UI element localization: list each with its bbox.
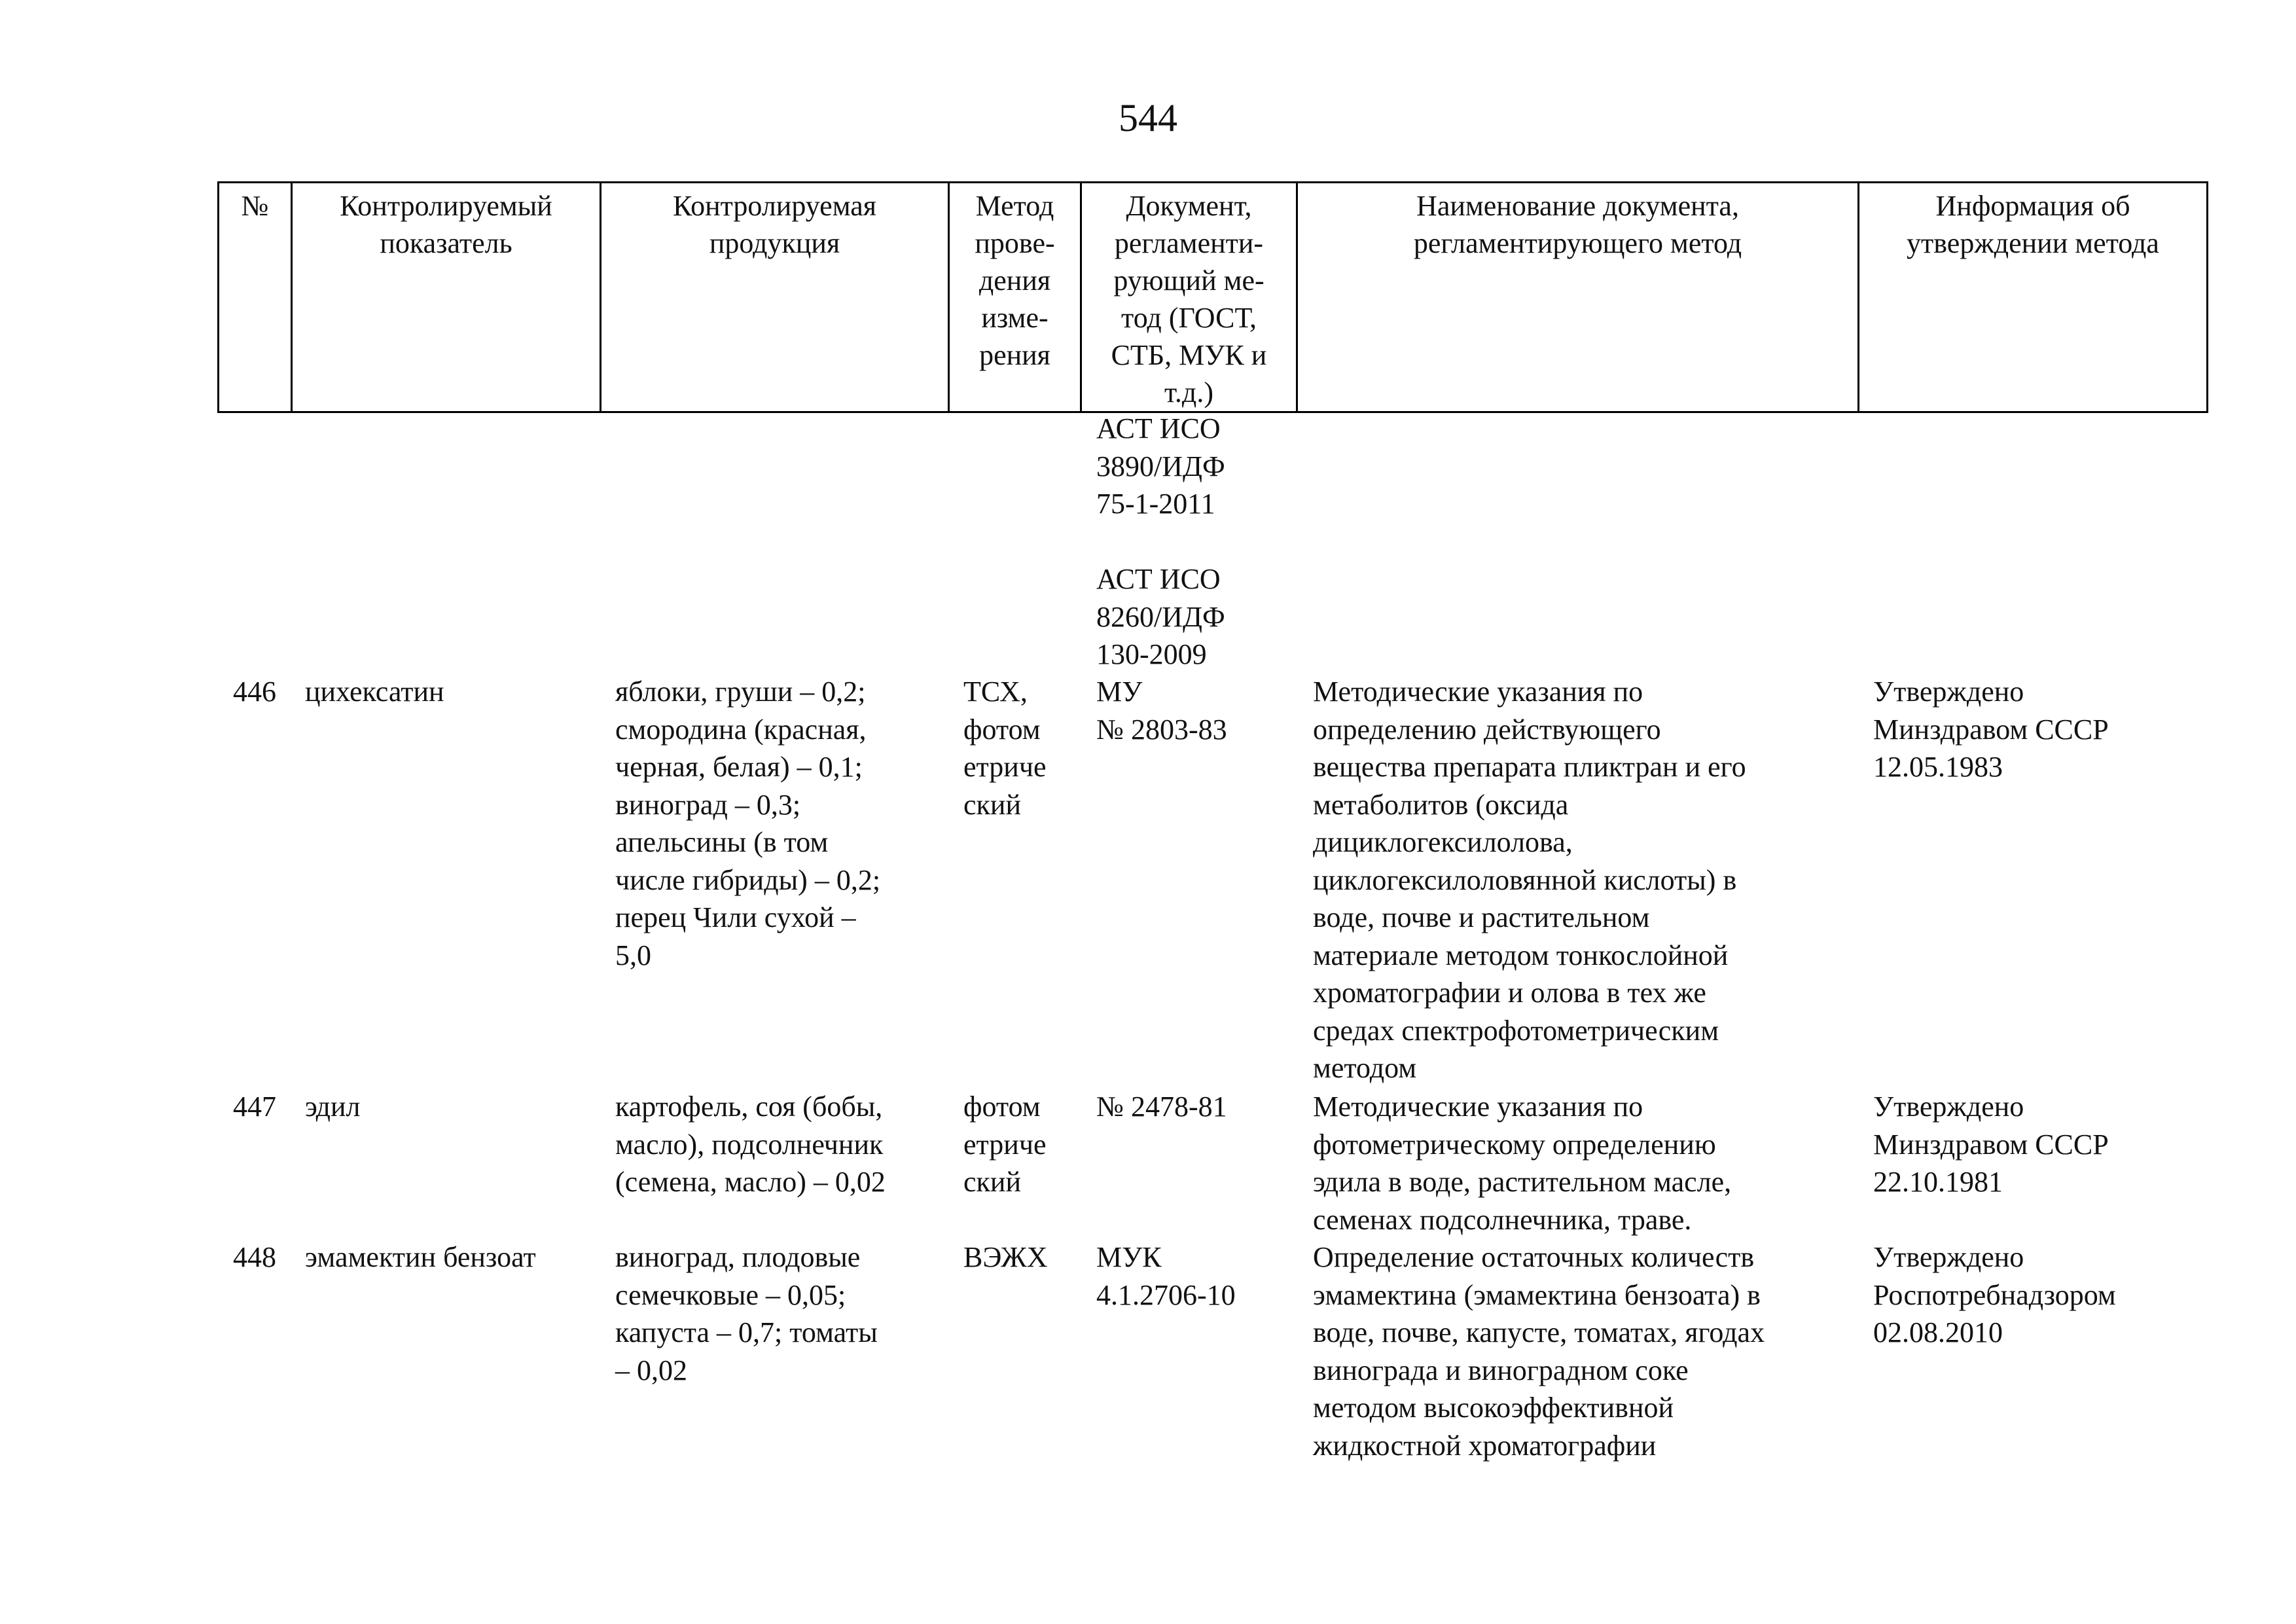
text-line: определению действующего [1313, 713, 1661, 746]
row-447-indicator [305, 1088, 361, 1126]
text-line: регламенти- [1114, 227, 1264, 259]
row-447-approval [1873, 1088, 2109, 1201]
text-line: дения [978, 264, 1051, 297]
row-446-document [1096, 673, 1227, 748]
text-line: продукция [709, 227, 840, 259]
header-product [601, 183, 949, 412]
continuation-document [1096, 410, 1225, 674]
header-method [949, 183, 1081, 412]
row-446-product [615, 673, 880, 974]
text-line: Наименование документа, [1416, 190, 1739, 222]
text-line: материале методом тонкослойной [1313, 939, 1729, 971]
text-line: ский [963, 1166, 1021, 1198]
text-line: перец Чили сухой – [615, 901, 856, 933]
row-447-num [233, 1088, 276, 1126]
text-line: вещества препарата пликтран и его [1313, 751, 1746, 783]
text-line: эмамектин бензоат [305, 1241, 536, 1273]
text-line: МУ [1096, 676, 1143, 708]
text-line: фотометрическому определению [1313, 1128, 1716, 1161]
text-line: 12.05.1983 [1873, 751, 2003, 783]
text-line: ский [963, 788, 1021, 821]
text-line: фотом [963, 1091, 1041, 1123]
row-446-method [963, 673, 1047, 823]
row-448-doc-name [1313, 1238, 1765, 1464]
header-indicator [292, 183, 601, 412]
row-446-indicator [305, 673, 444, 711]
row-447-product [615, 1088, 886, 1201]
text-line: ВЭЖХ [963, 1241, 1048, 1273]
text-line: АСТ ИСО [1096, 563, 1221, 595]
text-line: Метод [975, 190, 1054, 222]
text-line: воде, почве и растительном [1313, 901, 1650, 933]
header-doc-name [1297, 183, 1859, 412]
row-446-doc-name [1313, 673, 1746, 1087]
text-line: т.д.) [1164, 376, 1213, 408]
text-line: 130-2009 [1096, 638, 1207, 670]
header-document [1081, 183, 1297, 412]
text-line: 8260/ИДФ [1096, 600, 1225, 633]
text-line: Роспотребнадзором [1873, 1278, 2116, 1311]
text-line: Утверждено [1873, 1091, 2024, 1123]
text-line: утверждении метода [1907, 227, 2159, 259]
text-line: 5,0 [615, 939, 651, 971]
text-line: изме- [981, 302, 1049, 334]
text-line: етриче [963, 1128, 1047, 1161]
text-line: черная, белая) – 0,1; [615, 751, 863, 783]
text-line: СТБ, МУК и [1111, 339, 1267, 371]
page-number: 544 [1119, 96, 1177, 139]
row-446-approval [1873, 673, 2109, 786]
row-448-approval [1873, 1238, 2116, 1352]
text-line: № 2803-83 [1096, 713, 1227, 746]
text-line: средах спектрофотометрическим [1313, 1014, 1719, 1047]
text-line: методом [1313, 1052, 1417, 1084]
text-line: 446 [233, 676, 276, 708]
text-line: дициклогексилолова, [1313, 826, 1573, 858]
header-num [219, 183, 292, 412]
text-line: эдил [305, 1091, 361, 1123]
text-line: циклогексилоловянной кислоты) в [1313, 863, 1737, 896]
text-line: виноград – 0,3; [615, 788, 801, 821]
text-line: капуста – 0,7; томаты [615, 1316, 878, 1348]
row-447-method [963, 1088, 1047, 1201]
table-header [217, 181, 2208, 413]
text-line: Методические указания по [1313, 1091, 1643, 1123]
row-448-method [963, 1238, 1048, 1276]
row-447-doc-name [1313, 1088, 1731, 1238]
text-line: етриче [963, 751, 1047, 783]
text-line: картофель, соя (бобы, [615, 1091, 883, 1123]
text-line: 22.10.1981 [1873, 1166, 2003, 1198]
text-line: апельсины (в том [615, 826, 829, 858]
text-line: ТСХ, [963, 676, 1028, 708]
text-line: методом высокоэффективной [1313, 1392, 1674, 1424]
row-446-num [233, 673, 276, 711]
text-line: 4.1.2706-10 [1096, 1278, 1236, 1311]
text-line: 02.08.2010 [1873, 1316, 2003, 1348]
text-line: Информация об [1935, 190, 2130, 222]
text-line: показатель [380, 227, 512, 259]
text-line: (семена, масло) – 0,02 [615, 1166, 886, 1198]
text-line [1096, 523, 1225, 561]
text-line: винограда и виноградном соке [1313, 1354, 1689, 1386]
text-line: масло), подсолнечник [615, 1128, 884, 1161]
row-448-indicator [305, 1238, 536, 1276]
text-line: жидкостной хроматографии [1313, 1429, 1657, 1462]
text-line: семенах подсолнечника, траве. [1313, 1203, 1692, 1236]
text-line: – 0,02 [615, 1354, 687, 1386]
text-line: регламентирующего метод [1413, 227, 1742, 259]
text-line: числе гибриды) – 0,2; [615, 863, 881, 896]
text-line: Контролируемый [340, 190, 552, 222]
text-line: прове- [975, 227, 1055, 259]
text-line: АСТ ИСО [1096, 412, 1221, 444]
text-line: Минздравом СССР [1873, 1128, 2109, 1161]
text-line: фотом [963, 713, 1041, 746]
text-line: семечковые – 0,05; [615, 1278, 846, 1311]
text-line: тод (ГОСТ, [1121, 302, 1257, 334]
text-line: Определение остаточных количеств [1313, 1241, 1755, 1273]
row-447-document [1096, 1088, 1227, 1126]
row-448-num [233, 1238, 276, 1276]
text-line: эдила в воде, растительном масле, [1313, 1166, 1732, 1198]
text-line: виноград, плодовые [615, 1241, 861, 1273]
text-line: Методические указания по [1313, 676, 1643, 708]
text-line: Утверждено [1873, 676, 2024, 708]
text-line: цихексатин [305, 676, 444, 708]
text-line: смородина (красная, [615, 713, 867, 746]
text-line: Минздравом СССР [1873, 713, 2109, 746]
text-line: 448 [233, 1241, 276, 1273]
text-line: № 2478-81 [1096, 1091, 1227, 1123]
header-num-label: № [241, 190, 269, 222]
text-line: 3890/ИДФ [1096, 450, 1225, 482]
text-line: хроматографии и олова в тех же [1313, 977, 1706, 1009]
row-448-document [1096, 1238, 1236, 1314]
text-line: 447 [233, 1091, 276, 1123]
text-line: рения [979, 339, 1050, 371]
text-line: Контролируемая [672, 190, 877, 222]
row-448-product [615, 1238, 878, 1389]
text-line: Утверждено [1873, 1241, 2024, 1273]
text-line: МУК [1096, 1241, 1162, 1273]
text-line: эмамектина (эмамектина бензоата) в [1313, 1278, 1761, 1311]
header-approval [1859, 183, 2208, 412]
text-line: воде, почве, капусте, томатах, ягодах [1313, 1316, 1765, 1348]
text-line: яблоки, груши – 0,2; [615, 676, 866, 708]
text-line: 75-1-2011 [1096, 488, 1215, 520]
text-line: Документ, [1126, 190, 1252, 222]
text-line: рующий ме- [1113, 264, 1265, 297]
text-line: метаболитов (оксида [1313, 788, 1569, 821]
